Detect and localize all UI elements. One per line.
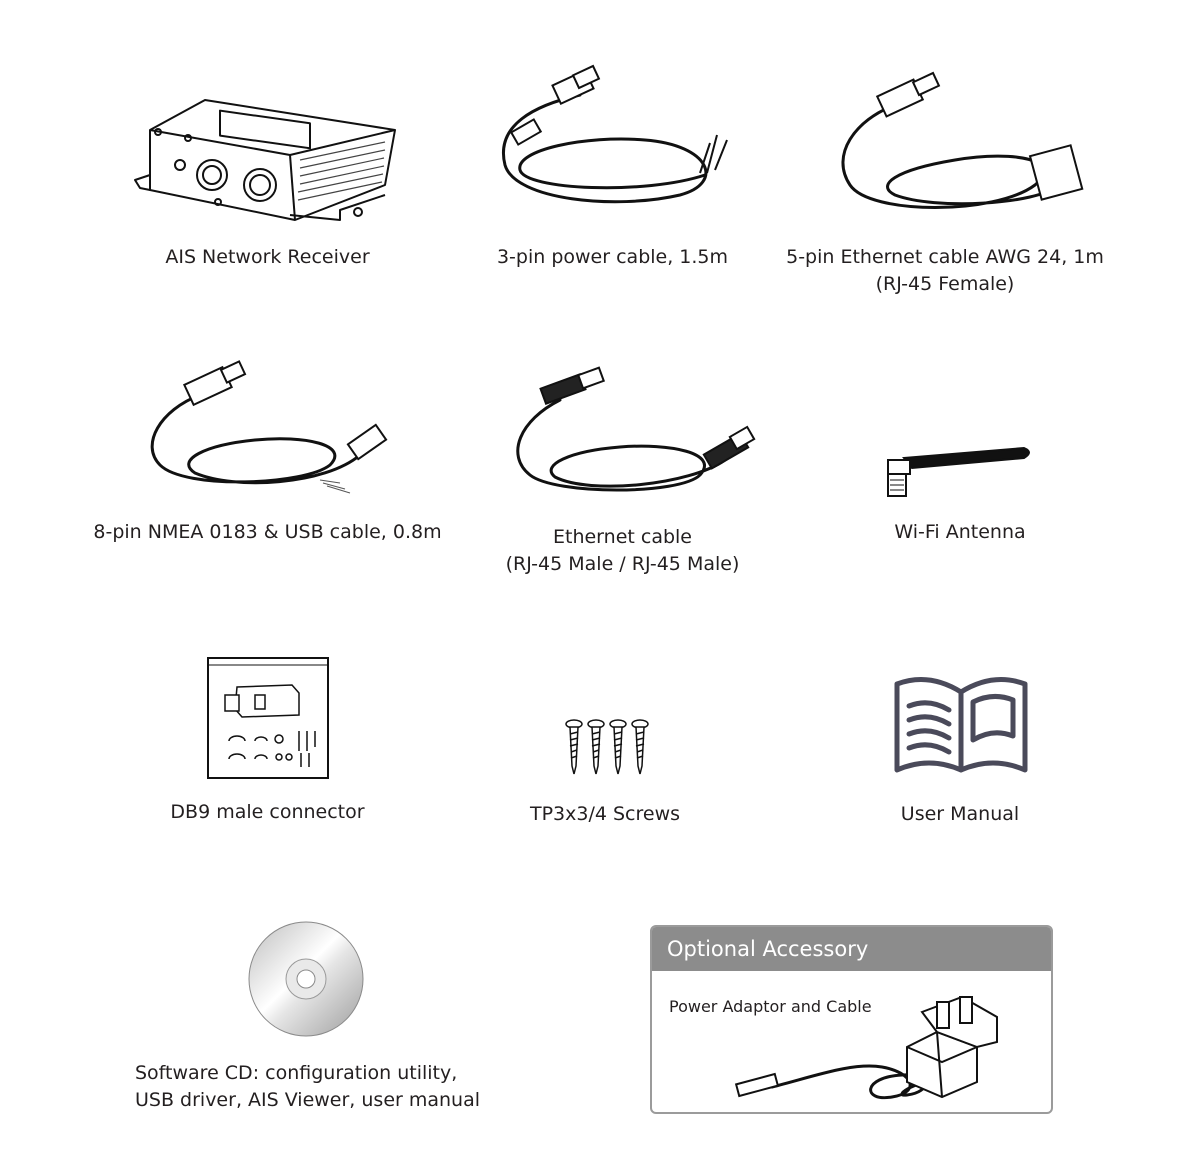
item-label: 3-pin power cable, 1.5m [496, 246, 729, 268]
connector-kit-illustration [207, 657, 329, 779]
item-label-line1: Ethernet cable [552, 526, 692, 548]
cable-illustration [510, 365, 755, 505]
item-label [480, 524, 765, 578]
item-label: Wi-Fi Antenna [894, 521, 1026, 543]
antenna-illustration [884, 438, 1036, 500]
item-label-line2: (RJ-45 Male / RJ-45 Male) [505, 553, 740, 575]
cable-illustration [495, 65, 735, 215]
cd-illustration [247, 920, 365, 1038]
optional-accessory-subtitle: Power Adaptor and Cable [669, 997, 872, 1016]
optional-accessory-panel [650, 925, 1053, 1114]
item-label-line2: USB driver, AIS Viewer, user manual [135, 1089, 481, 1111]
item-label: DB9 male connector [170, 801, 365, 823]
item-label-line2: (RJ-45 Female) [875, 273, 1015, 295]
item-label [770, 244, 1120, 298]
receiver-illustration [130, 90, 400, 230]
item-label: TP3x3/4 Screws [529, 803, 681, 825]
item-label-line1: 5-pin Ethernet cable AWG 24, 1m [786, 246, 1104, 268]
optional-accessory-header: Optional Accessory [652, 927, 1051, 971]
item-label: User Manual [900, 803, 1020, 825]
item-label: 8-pin NMEA 0183 & USB cable, 0.8m [93, 521, 442, 543]
item-label: AIS Network Receiver [165, 246, 370, 268]
cable-illustration [145, 355, 390, 500]
item-label-line1: Software CD: configuration utility, [135, 1062, 458, 1084]
cable-illustration [835, 65, 1085, 220]
book-icon [893, 674, 1029, 774]
item-label [135, 1060, 495, 1114]
power-adaptor-illustration [732, 987, 1032, 1112]
screws-illustration [560, 718, 655, 776]
